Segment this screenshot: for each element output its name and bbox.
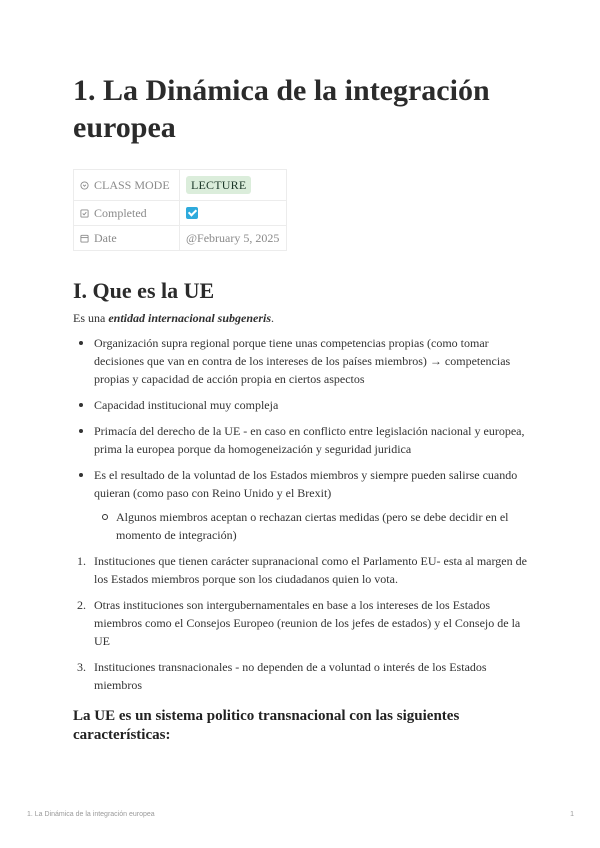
numbered-item: [73, 552, 533, 588]
property-key: CLASS MODE: [94, 177, 170, 192]
intro-suffix: .: [271, 311, 275, 325]
property-key: Date: [94, 230, 117, 245]
numbered-item-text: Instituciones que tienen carácter supranacional como el Parlamento EU- esta al margen de los Estados miembros porque son los ciudadanos quien lo vota.: [94, 554, 527, 586]
numbered-item: [73, 658, 533, 694]
item-number: 2.: [77, 598, 86, 612]
circle-arrow-icon: [80, 181, 89, 190]
intro-emphasis: entidad internacional subgeneris: [108, 311, 272, 325]
property-value-cell[interactable]: [180, 170, 287, 201]
item-number: 1.: [77, 554, 86, 568]
sub-list-item: [94, 508, 533, 544]
property-key-cell: [74, 201, 180, 226]
list-item-text: Capacidad institucional muy compleja: [94, 398, 279, 412]
property-key: Completed: [94, 205, 147, 220]
page-title: 1. La Dinámica de la integración europea: [73, 74, 490, 144]
property-value-cell[interactable]: [180, 201, 287, 226]
list-item: [73, 422, 533, 458]
intro-paragraph: [73, 310, 274, 326]
property-row-class-mode: [74, 170, 287, 201]
numbered-item-text: Instituciones transnacionales - no dependen de a voluntad o interés de los Estados miembros: [94, 660, 487, 692]
list-item-text: Es el resultado de la voluntad de los Estados miembros y siempre pueden salirse cuando quieran (como paso con Reino Unido y el Brexit): [94, 468, 518, 500]
calendar-icon: [80, 234, 89, 243]
numbered-item: [73, 596, 533, 650]
date-value[interactable]: @February 5, 2025: [186, 230, 280, 245]
intro-prefix: Es una: [73, 311, 109, 325]
list-item-text: Organización supra regional porque tiene unas competencias propias (como tomar decisiones que van en contra de los intereses de los países miembros) → competencias propias y capacidad de acción propia en ciertos aspectos: [94, 336, 511, 386]
property-key-cell: [74, 226, 180, 251]
bullet-list: [73, 334, 533, 544]
section-heading: I. Que es la UE: [73, 278, 215, 303]
numbered-list: [73, 552, 533, 694]
sub-list-item-text: Algunos miembros aceptan o rechazan ciertas medidas (pero se debe decidir en el momento de integración): [116, 510, 509, 542]
class-mode-tag[interactable]: LECTURE: [186, 176, 251, 194]
section-body: [73, 334, 533, 702]
page-number: 1: [570, 811, 574, 818]
property-row-date: [74, 226, 287, 251]
page-footer: [27, 811, 574, 818]
list-item: [73, 466, 533, 544]
checkbox-icon: [80, 209, 89, 218]
completed-checkbox[interactable]: [186, 207, 198, 219]
property-value-cell[interactable]: [180, 226, 287, 251]
list-item: [73, 334, 533, 388]
properties-table: [73, 169, 287, 251]
subsection-heading: La UE es un sistema politico transnacional con las siguientes características:: [73, 708, 460, 743]
numbered-item-text: Otras instituciones son intergubernamentales en base a los intereses de los Estados miembros como el Consejos Europeo (reunion de los jefes de estados) y el Consejo de la UE: [94, 598, 521, 648]
list-item-text: Primacía del derecho de la UE - en caso en conflicto entre legislación nacional y europea, prima la europea porque da homogeneización y seguridad juridica: [94, 424, 525, 456]
sub-bullet-list: [94, 508, 533, 544]
list-item: [73, 396, 533, 414]
property-row-completed: [74, 201, 287, 226]
property-key-cell: [74, 170, 180, 201]
item-number: 3.: [77, 660, 86, 674]
footer-title: 1. La Dinámica de la integración europea: [27, 811, 155, 818]
